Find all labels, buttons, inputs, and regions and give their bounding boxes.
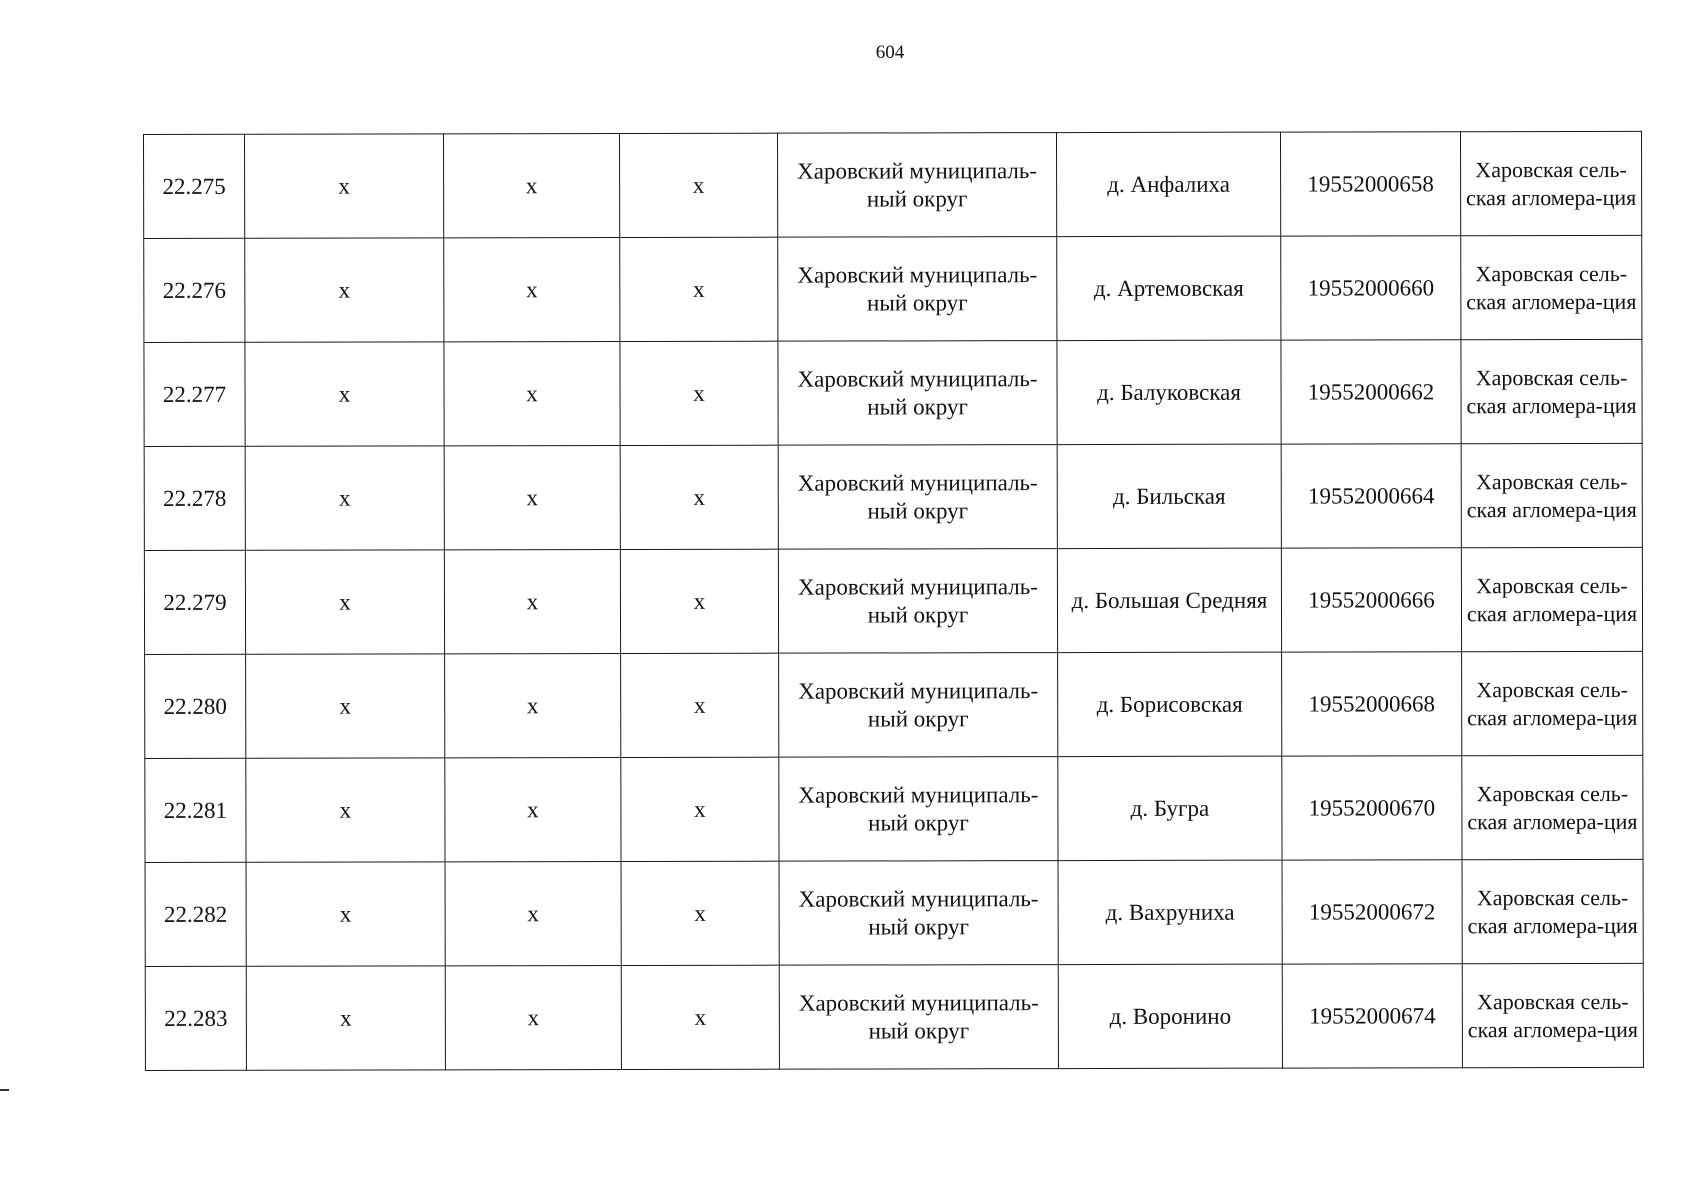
column-4-cell: х	[620, 237, 778, 341]
column-2-cell: х	[245, 446, 444, 550]
column-4-cell: х	[620, 133, 778, 237]
settlement-cell: д. Вахруниха	[1058, 860, 1282, 964]
settlements-table	[143, 131, 1644, 1071]
column-2-cell: х	[246, 758, 445, 862]
oktmo-code-cell: 19552000664	[1281, 444, 1461, 548]
oktmo-code-cell: 19552000670	[1282, 756, 1462, 860]
column-3-cell: х	[444, 342, 620, 446]
row-number-cell: 22.277	[144, 342, 245, 446]
settlement-cell: д. Бильская	[1057, 444, 1281, 548]
table-row	[145, 755, 1643, 862]
page-number: 604	[875, 42, 905, 63]
district-cell: Харовский муниципаль-ный округ	[779, 965, 1058, 1070]
column-3-cell: х	[444, 134, 620, 238]
district-cell: Харовский муниципаль-ный округ	[779, 861, 1058, 966]
column-3-cell: х	[444, 238, 620, 342]
column-2-cell: х	[246, 966, 445, 1070]
row-number-cell: 22.275	[144, 134, 245, 238]
settlement-cell: д. Воронино	[1058, 964, 1282, 1068]
row-number-cell: 22.280	[145, 654, 246, 758]
column-3-cell: х	[445, 654, 621, 758]
table-row	[144, 235, 1642, 342]
column-2-cell: х	[245, 550, 444, 654]
column-2-cell: х	[245, 342, 444, 446]
column-4-cell: х	[621, 965, 779, 1069]
column-4-cell: х	[621, 757, 779, 861]
row-number-cell: 22.278	[144, 446, 245, 550]
agglomeration-cell: Харовская сель-ская агломера-ция	[1461, 235, 1642, 339]
column-4-cell: х	[620, 549, 778, 653]
row-number-cell: 22.282	[145, 862, 246, 966]
table-row	[144, 131, 1642, 238]
column-4-cell: х	[620, 445, 778, 549]
table-row	[145, 859, 1643, 966]
margin-mark	[0, 1089, 9, 1091]
column-2-cell: х	[245, 134, 444, 238]
row-number-cell: 22.279	[144, 550, 245, 654]
settlement-cell: д. Балуковская	[1057, 340, 1281, 444]
table-row	[145, 963, 1643, 1070]
column-3-cell: х	[445, 758, 621, 862]
column-4-cell: х	[620, 341, 778, 445]
row-number-cell: 22.283	[145, 966, 246, 1070]
agglomeration-cell: Харовская сель-ская агломера-ция	[1462, 651, 1643, 755]
table-row	[144, 339, 1642, 446]
district-cell: Харовский муниципаль-ный округ	[779, 653, 1058, 758]
settlement-cell: д. Анфалиха	[1056, 132, 1280, 236]
agglomeration-cell: Харовская сель-ская агломера-ция	[1461, 443, 1642, 547]
column-3-cell: х	[445, 966, 621, 1070]
agglomeration-cell: Харовская сель-ская агломера-ция	[1462, 755, 1643, 859]
column-4-cell: х	[621, 653, 779, 757]
district-cell: Харовский муниципаль-ный округ	[778, 341, 1057, 446]
agglomeration-cell: Харовская сель-ская агломера-ция	[1462, 859, 1643, 963]
settlement-cell: д. Большая Средняя	[1057, 548, 1281, 652]
district-cell: Харовский муниципаль-ный округ	[779, 757, 1058, 862]
column-2-cell: х	[246, 862, 445, 966]
column-3-cell: х	[444, 550, 620, 654]
agglomeration-cell: Харовская сель-ская агломера-ция	[1460, 131, 1641, 235]
district-cell: Харовский муниципаль-ный округ	[778, 445, 1057, 550]
column-2-cell: х	[246, 654, 445, 758]
column-2-cell: х	[245, 238, 444, 342]
settlement-cell: д. Бугра	[1058, 756, 1282, 860]
row-number-cell: 22.276	[144, 238, 245, 342]
agglomeration-cell: Харовская сель-ская агломера-ция	[1462, 963, 1643, 1067]
table-row	[145, 651, 1643, 758]
oktmo-code-cell: 19552000674	[1282, 964, 1462, 1068]
table-row	[144, 443, 1642, 550]
oktmo-code-cell: 19552000660	[1281, 236, 1461, 340]
oktmo-code-cell: 19552000658	[1280, 132, 1460, 236]
district-cell: Харовский муниципаль-ный округ	[778, 549, 1057, 654]
district-cell: Харовский муниципаль-ный округ	[778, 237, 1057, 342]
agglomeration-cell: Харовская сель-ская агломера-ция	[1461, 547, 1642, 651]
column-3-cell: х	[444, 446, 620, 550]
oktmo-code-cell: 19552000672	[1282, 860, 1462, 964]
oktmo-code-cell: 19552000666	[1281, 548, 1461, 652]
row-number-cell: 22.281	[145, 758, 246, 862]
column-3-cell: х	[445, 862, 621, 966]
oktmo-code-cell: 19552000668	[1282, 652, 1462, 756]
column-4-cell: х	[621, 861, 779, 965]
oktmo-code-cell: 19552000662	[1281, 340, 1461, 444]
table-row	[144, 547, 1642, 654]
settlement-cell: д. Борисовская	[1058, 652, 1282, 756]
table-body	[144, 131, 1644, 1070]
settlement-cell: д. Артемовская	[1057, 236, 1281, 340]
district-cell: Харовский муниципаль-ный округ	[777, 133, 1056, 238]
agglomeration-cell: Харовская сель-ская агломера-ция	[1461, 339, 1642, 443]
